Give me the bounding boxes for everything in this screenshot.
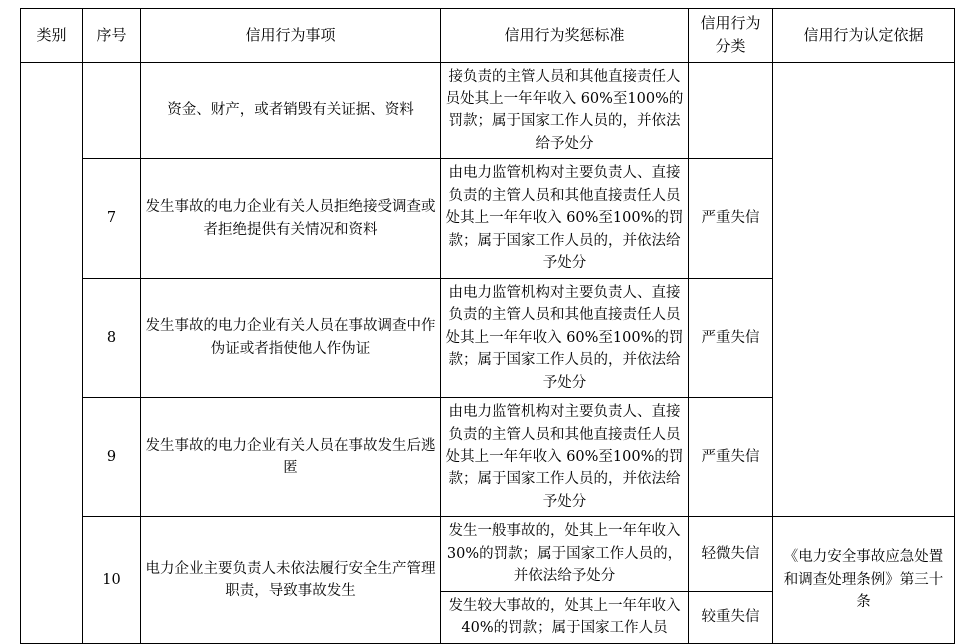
table-body bbox=[21, 62, 955, 643]
cell-classification bbox=[689, 62, 773, 159]
cell-sequence: 10 bbox=[83, 517, 141, 643]
cell-standard: 由电力监管机构对主要负责人、直接负责的主管人员和其他直接责任人员处其上一年年收入 60%至100%的罚款；属于国家工作人员的，并依法给予处分 bbox=[441, 278, 689, 397]
cell-classification: 轻微失信 bbox=[689, 517, 773, 591]
cell-classification: 严重失信 bbox=[689, 278, 773, 397]
cell-basis bbox=[773, 62, 955, 517]
table-header bbox=[21, 9, 955, 63]
column-header-reward-penalty-standard: 信用行为奖惩标准 bbox=[441, 9, 689, 63]
column-header-basis: 信用行为认定依据 bbox=[773, 9, 955, 63]
column-header-classification bbox=[689, 9, 773, 63]
cell-sequence bbox=[83, 62, 141, 159]
cell-sequence: 9 bbox=[83, 398, 141, 517]
table-header-row bbox=[21, 9, 955, 63]
column-header-credit-item: 信用行为事项 bbox=[141, 9, 441, 63]
cell-classification: 较重失信 bbox=[689, 591, 773, 643]
cell-credit-item: 资金、财产，或者销毁有关证据、资料 bbox=[141, 62, 441, 159]
cell-sequence: 7 bbox=[83, 159, 141, 278]
cell-category bbox=[21, 62, 83, 643]
cell-classification: 严重失信 bbox=[689, 398, 773, 517]
cell-credit-item: 电力企业主要负责人未依法履行安全生产管理职责，导致事故发生 bbox=[141, 517, 441, 643]
cell-credit-item: 发生事故的电力企业有关人员在事故发生后逃匿 bbox=[141, 398, 441, 517]
cell-standard: 由电力监管机构对主要负责人、直接负责的主管人员和其他直接责任人员处其上一年年收入 60%至100%的罚款；属于国家工作人员的，并依法给予处分 bbox=[441, 159, 689, 278]
credit-behavior-table bbox=[20, 8, 955, 644]
classification-header-line2: 分类 bbox=[715, 37, 746, 56]
cell-standard: 发生一般事故的，处其上一年年收入 30%的罚款；属于国家工作人员的，并依法给予处分 bbox=[441, 517, 689, 591]
column-header-category: 类别 bbox=[21, 9, 83, 63]
cell-basis: 《电力安全事故应急处置和调查处理条例》第三十条 bbox=[773, 517, 955, 643]
cell-sequence: 8 bbox=[83, 278, 141, 397]
cell-standard: 由电力监管机构对主要负责人、直接负责的主管人员和其他直接责任人员处其上一年年收入 60%至100%的罚款；属于国家工作人员的，并依法给予处分 bbox=[441, 398, 689, 517]
classification-header-line1: 信用行为 bbox=[700, 14, 761, 32]
table-row bbox=[21, 517, 955, 591]
table-row bbox=[21, 62, 955, 159]
cell-standard: 发生较大事故的，处其上一年年收入 40%的罚款；属于国家工作人员 bbox=[441, 591, 689, 643]
cell-standard: 接负责的主管人员和其他直接责任人员处其上一年年收入 60%至100%的罚款；属于国家工作人员的，并依法给予处分 bbox=[441, 62, 689, 159]
column-header-sequence: 序号 bbox=[83, 9, 141, 63]
cell-classification: 严重失信 bbox=[689, 159, 773, 278]
cell-credit-item: 发生事故的电力企业有关人员在事故调查中作伪证或者指使他人作伪证 bbox=[141, 278, 441, 397]
cell-credit-item: 发生事故的电力企业有关人员拒绝接受调查或者拒绝提供有关情况和资料 bbox=[141, 159, 441, 278]
